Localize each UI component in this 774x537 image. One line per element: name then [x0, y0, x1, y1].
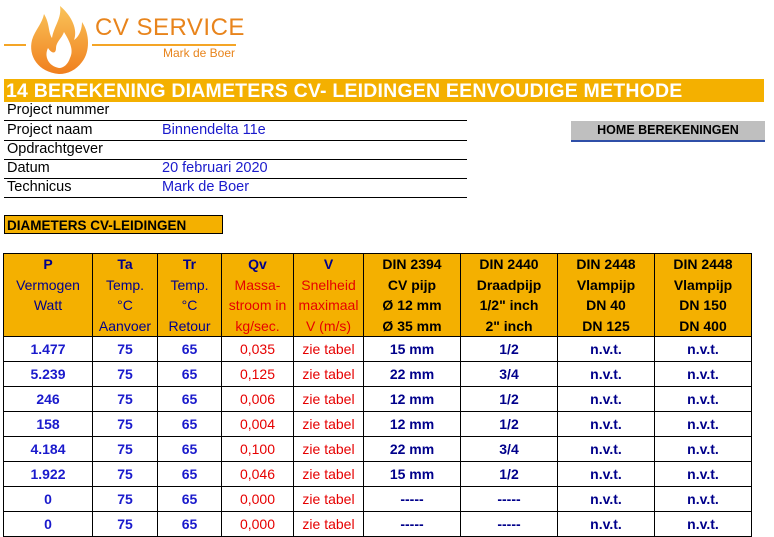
temp-retour-cell: 65 — [158, 337, 222, 362]
snelheid-cell: zie tabel — [294, 462, 364, 487]
temp-retour-cell: 65 — [158, 437, 222, 462]
header-din2394: DIN 2394 CV pijp Ø 12 mm Ø 35 mm — [364, 254, 461, 337]
din2440-cell: 1/2 — [461, 412, 558, 437]
table-header-row — [4, 254, 752, 337]
din2448-b-cell: n.v.t. — [655, 462, 752, 487]
din2448-a-cell: n.v.t. — [558, 412, 655, 437]
din2440-cell: 1/2 — [461, 337, 558, 362]
header-p: P Vermogen Watt — [4, 254, 93, 337]
vermogen-cell[interactable]: 5.239 — [4, 362, 93, 387]
header-tr: Tr Temp. °C Retour — [158, 254, 222, 337]
temp-aanvoer-cell: 75 — [93, 512, 158, 537]
din2440-cell: 3/4 — [461, 362, 558, 387]
header-v: V Snelheid maximaal V (m/s) — [294, 254, 364, 337]
header-ta: Ta Temp. °C Aanvoer — [93, 254, 158, 337]
din2394-cell: 22 mm — [364, 437, 461, 462]
header-qv: Qv Massa- stroom in kg/sec. — [222, 254, 294, 337]
din2448-b-cell: n.v.t. — [655, 412, 752, 437]
table-row — [4, 337, 752, 362]
temp-retour-cell: 65 — [158, 487, 222, 512]
section-title: DIAMETERS CV-LEIDINGEN — [4, 215, 223, 234]
massastroom-cell: 0,046 — [222, 462, 294, 487]
vermogen-cell[interactable]: 158 — [4, 412, 93, 437]
vermogen-cell[interactable]: 0 — [4, 487, 93, 512]
din2448-a-cell: n.v.t. — [558, 487, 655, 512]
table-row — [4, 412, 752, 437]
snelheid-cell: zie tabel — [294, 487, 364, 512]
project-value[interactable]: 20 februari 2020 — [162, 160, 268, 176]
din2394-cell: 12 mm — [364, 387, 461, 412]
snelheid-cell: zie tabel — [294, 412, 364, 437]
din2394-cell: 15 mm — [364, 462, 461, 487]
project-label: Technicus — [7, 179, 72, 195]
table-row — [4, 487, 752, 512]
logo-name: CV SERVICE — [95, 14, 245, 41]
diameters-table — [3, 253, 752, 537]
table-row — [4, 437, 752, 462]
project-row-number — [4, 101, 467, 121]
massastroom-cell: 0,125 — [222, 362, 294, 387]
vermogen-cell[interactable]: 1.922 — [4, 462, 93, 487]
project-label: Opdrachtgever — [7, 141, 103, 157]
din2394-cell: 22 mm — [364, 362, 461, 387]
table-row — [4, 462, 752, 487]
vermogen-cell[interactable]: 0 — [4, 512, 93, 537]
project-value[interactable]: Binnendelta 11e — [162, 122, 266, 138]
massastroom-cell: 0,006 — [222, 387, 294, 412]
project-row-name — [4, 121, 467, 141]
temp-retour-cell: 65 — [158, 462, 222, 487]
temp-retour-cell: 65 — [158, 512, 222, 537]
din2394-cell: 15 mm — [364, 337, 461, 362]
temp-aanvoer-cell: 75 — [93, 462, 158, 487]
din2448-a-cell: n.v.t. — [558, 387, 655, 412]
din2448-a-cell: n.v.t. — [558, 437, 655, 462]
vermogen-cell[interactable]: 246 — [4, 387, 93, 412]
din2448-b-cell: n.v.t. — [655, 337, 752, 362]
din2440-cell: ----- — [461, 512, 558, 537]
project-label: Project nummer — [7, 102, 110, 118]
temp-aanvoer-cell: 75 — [93, 387, 158, 412]
temp-retour-cell: 65 — [158, 362, 222, 387]
din2440-cell: 3/4 — [461, 437, 558, 462]
project-label: Datum — [7, 160, 50, 176]
din2448-b-cell: n.v.t. — [655, 512, 752, 537]
din2448-a-cell: n.v.t. — [558, 462, 655, 487]
snelheid-cell: zie tabel — [294, 437, 364, 462]
massastroom-cell: 0,100 — [222, 437, 294, 462]
project-value[interactable]: Mark de Boer — [162, 179, 250, 195]
logo-line-left — [4, 44, 26, 46]
snelheid-cell: zie tabel — [294, 387, 364, 412]
temp-aanvoer-cell: 75 — [93, 487, 158, 512]
header-din2448-a: DIN 2448 Vlampijp DN 40 DN 125 — [558, 254, 655, 337]
din2448-a-cell: n.v.t. — [558, 337, 655, 362]
project-row-date — [4, 159, 467, 179]
flame-icon — [26, 4, 92, 76]
massastroom-cell: 0,004 — [222, 412, 294, 437]
snelheid-cell: zie tabel — [294, 512, 364, 537]
din2448-a-cell: n.v.t. — [558, 362, 655, 387]
temp-aanvoer-cell: 75 — [93, 412, 158, 437]
table-row — [4, 512, 752, 537]
temp-aanvoer-cell: 75 — [93, 362, 158, 387]
massastroom-cell: 0,000 — [222, 512, 294, 537]
din2440-cell: 1/2 — [461, 387, 558, 412]
header-din2448-b: DIN 2448 Vlampijp DN 150 DN 400 — [655, 254, 752, 337]
temp-aanvoer-cell: 75 — [93, 337, 158, 362]
snelheid-cell: zie tabel — [294, 337, 364, 362]
table-row — [4, 362, 752, 387]
din2448-b-cell: n.v.t. — [655, 387, 752, 412]
din2448-b-cell: n.v.t. — [655, 362, 752, 387]
temp-retour-cell: 65 — [158, 412, 222, 437]
header-din2440: DIN 2440 Draadpijp 1/2" inch 2" inch — [461, 254, 558, 337]
vermogen-cell[interactable]: 1.477 — [4, 337, 93, 362]
table-row — [4, 387, 752, 412]
project-row-client — [4, 140, 467, 160]
massastroom-cell: 0,000 — [222, 487, 294, 512]
din2440-cell: 1/2 — [461, 462, 558, 487]
din2448-b-cell: n.v.t. — [655, 437, 752, 462]
page-title: 14 BEREKENING DIAMETERS CV- LEIDINGEN EENVOUDIGE METHODE — [6, 80, 683, 102]
snelheid-cell: zie tabel — [294, 362, 364, 387]
din2394-cell: ----- — [364, 512, 461, 537]
temp-retour-cell: 65 — [158, 387, 222, 412]
massastroom-cell: 0,035 — [222, 337, 294, 362]
din2448-b-cell: n.v.t. — [655, 487, 752, 512]
din2394-cell: 12 mm — [364, 412, 461, 437]
din2394-cell: ----- — [364, 487, 461, 512]
din2448-a-cell: n.v.t. — [558, 512, 655, 537]
project-row-technician — [4, 178, 467, 198]
home-berekeningen-button[interactable]: HOME BEREKENINGEN — [571, 121, 765, 142]
din2440-cell: ----- — [461, 487, 558, 512]
project-label: Project naam — [7, 122, 93, 138]
temp-aanvoer-cell: 75 — [93, 437, 158, 462]
vermogen-cell[interactable]: 4.184 — [4, 437, 93, 462]
logo-owner: Mark de Boer — [163, 46, 236, 60]
